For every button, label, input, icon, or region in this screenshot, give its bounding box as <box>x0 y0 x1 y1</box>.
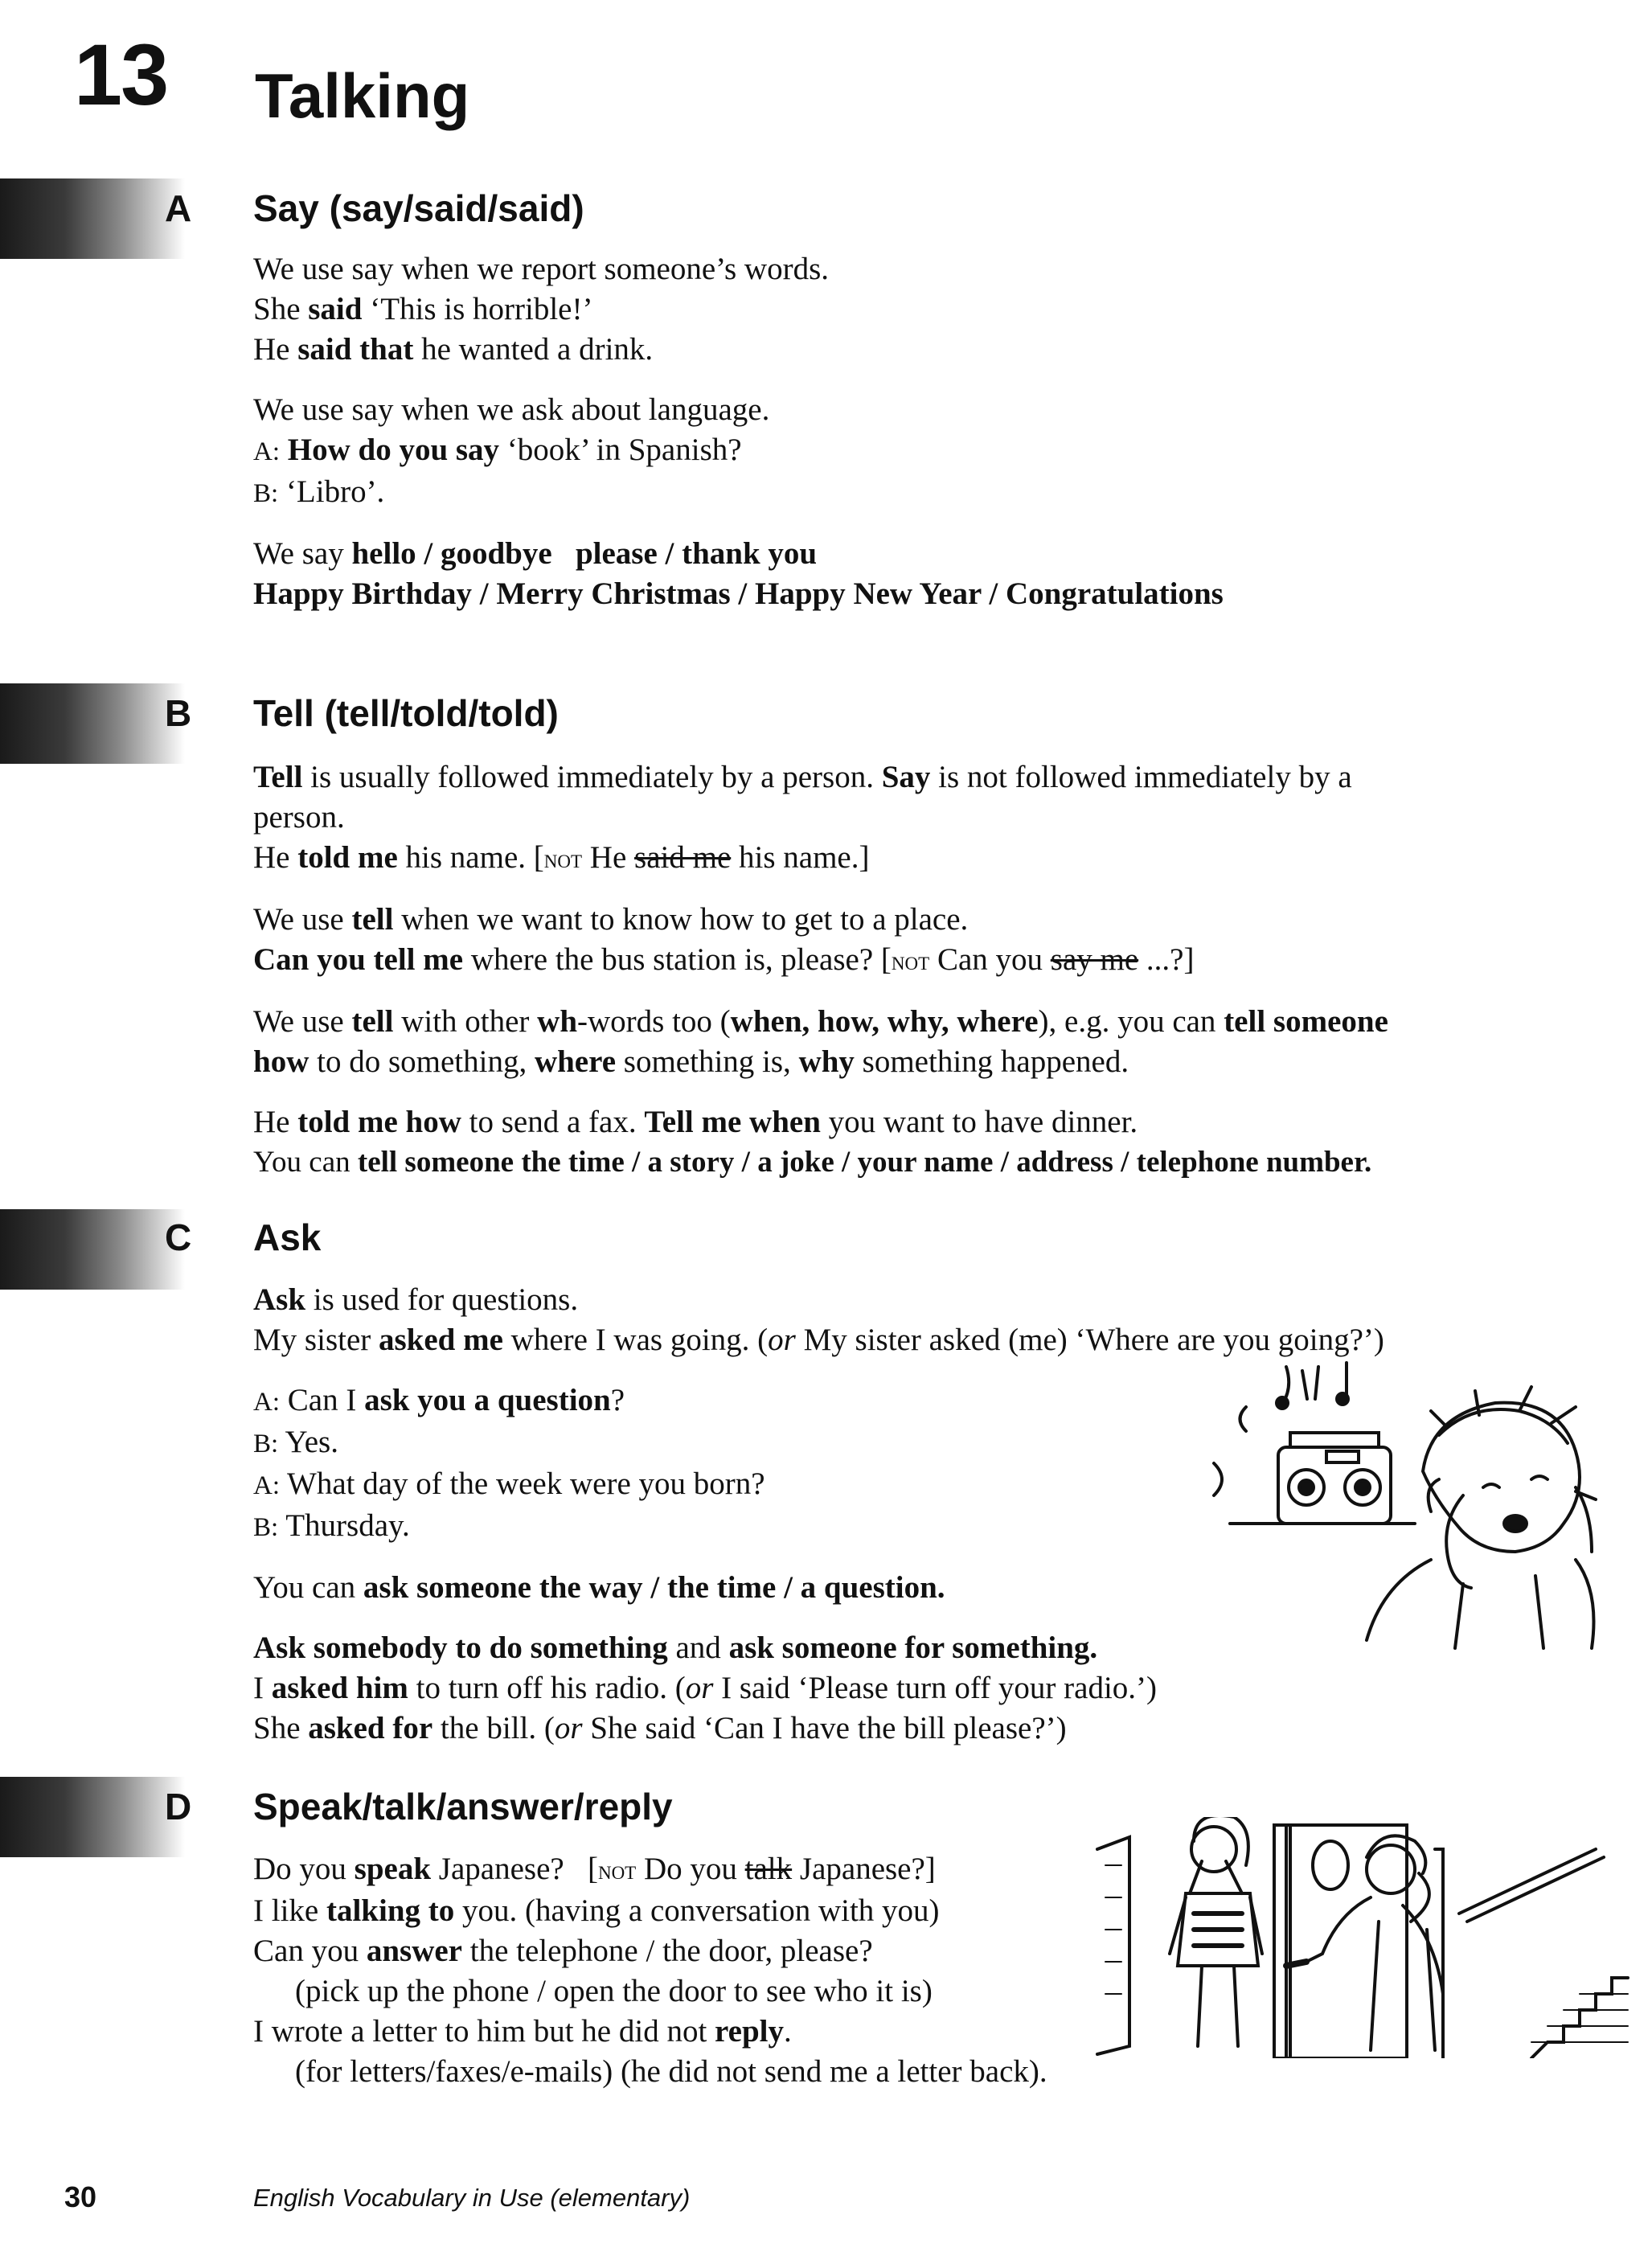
section-d-paragraph-1 <box>253 1849 1047 2092</box>
section-b-paragraph-4 <box>253 1102 1604 1183</box>
section-a-letter: A <box>165 187 192 229</box>
text-line: He told me how to send a fax. Tell me when you want to have dinner. <box>253 1105 1138 1139</box>
text-line: We use say when we report someone’s words. <box>253 252 830 286</box>
music-note-icon <box>1277 1397 1288 1409</box>
text-line: You can tell someone the time / a story / a joke / your name / address / telephone number. <box>253 1146 1372 1179</box>
radio-man-illustration <box>1198 1359 1616 1664</box>
text-line: He said that he wanted a drink. <box>253 332 654 367</box>
sound-wave-icon <box>1240 1407 1247 1431</box>
text-line: (pick up the phone / open the door to see who it is) <box>295 1974 933 2008</box>
section-d-bar <box>0 1777 185 1857</box>
wall-shading <box>1097 1837 1129 2054</box>
text-line: My sister asked me where I was going. (or My sister asked (me) ‘Where are you going?’) <box>253 1323 1384 1357</box>
railing <box>1459 1849 1604 1922</box>
dialogue-line: B: Yes. <box>253 1425 338 1459</box>
text-line: Can you tell me where the bus station is, please? [not Can you say me ...?] <box>253 942 1195 977</box>
text-line: She asked for the bill. (or She said ‘Can I have the bill please?’) <box>253 1711 1067 1745</box>
section-a-paragraph-3 <box>253 534 1224 614</box>
door-answer-illustration <box>1081 1817 1644 2058</box>
text-line: Do you speak Japanese? [not Do you talk Japanese?] <box>253 1852 936 1886</box>
dialogue-line: A: Can I ask you a question? <box>253 1383 625 1417</box>
text-line: I like talking to you. (having a conversation with you) <box>253 1893 940 1928</box>
text-line: Tell is usually followed immediately by a person. Say is not followed immediately by a <box>253 760 1352 794</box>
section-b-paragraph-1 <box>253 757 1604 880</box>
text-line: You can ask someone the way / the time / a question. <box>253 1570 945 1605</box>
section-b-body <box>253 757 1604 1203</box>
section-b-paragraph-3 <box>253 1002 1604 1082</box>
text-line: Can you answer the telephone / the door, please? <box>253 1934 873 1968</box>
text-line: She said ‘This is horrible!’ <box>253 292 593 326</box>
text-line: I asked him to turn off his radio. (or I said ‘Please turn off your radio.’) <box>253 1671 1158 1705</box>
book-title: English Vocabulary in Use (elementary) <box>253 2184 691 2212</box>
dialogue-line: A: What day of the week were you born? <box>253 1466 765 1501</box>
section-d-body <box>253 1849 1047 2112</box>
section-b-letter: B <box>165 692 192 734</box>
text-line: (for letters/faxes/e-mails) (he did not send me a letter back). <box>295 2054 1047 2089</box>
unit-title: Talking <box>255 60 470 131</box>
section-d-letter: D <box>165 1786 192 1827</box>
text-line: We use tell when we want to know how to get to a place. <box>253 902 969 937</box>
text-line: We use say when we ask about language. <box>253 392 770 427</box>
door-window-icon <box>1313 1841 1348 1889</box>
section-a-bar <box>0 178 185 259</box>
dialogue-line: B: Thursday. <box>253 1508 410 1543</box>
section-b-bar <box>0 683 185 764</box>
music-note-icon <box>1337 1393 1348 1405</box>
text-line: Ask somebody to do something and ask someone for something. <box>253 1630 1098 1665</box>
stairs-icon <box>1531 1978 1628 2058</box>
text-line: person. <box>253 800 345 835</box>
woman-head-icon <box>1191 1827 1236 1872</box>
page-number: 30 <box>64 2180 97 2213</box>
section-b-paragraph-2 <box>253 900 1604 982</box>
dialogue-line: A: How do you say ‘book’ in Spanish? <box>253 433 742 467</box>
section-d-heading: Speak/talk/answer/reply <box>253 1786 673 1827</box>
text-line: We say hello / goodbye please / thank you <box>253 536 818 571</box>
text-line: Ask is used for questions. <box>253 1282 579 1317</box>
radio-icon <box>1278 1447 1391 1524</box>
section-a-paragraph-1 <box>253 249 1224 370</box>
text-line: I wrote a letter to him but he did not reply. <box>253 2014 792 2049</box>
section-c-bar <box>0 1209 185 1290</box>
sound-wave-icon <box>1214 1463 1222 1495</box>
dialogue-line: B: ‘Libro’. <box>253 474 385 509</box>
unit-number: 13 <box>74 26 168 123</box>
section-a-paragraph-2 <box>253 390 1224 514</box>
section-c-letter: C <box>165 1216 192 1258</box>
man-body-icon <box>1306 1897 1443 2050</box>
text-line: He told me his name. [not He said me his name.] <box>253 840 870 875</box>
section-c-heading: Ask <box>253 1216 322 1258</box>
section-c-paragraph-1 <box>253 1280 1384 1360</box>
text-line: We use tell with other wh-words too (when, how, why, where), e.g. you can tell someone <box>253 1004 1388 1039</box>
section-a-heading: Say (say/said/said) <box>253 187 584 229</box>
section-b-heading: Tell (tell/told/told) <box>253 692 559 734</box>
text-line: Happy Birthday / Merry Christmas / Happy New Year / Congratulations <box>253 576 1224 611</box>
section-a-body <box>253 249 1224 634</box>
text-line: how to do something, where something is, why something happened. <box>253 1044 1129 1079</box>
